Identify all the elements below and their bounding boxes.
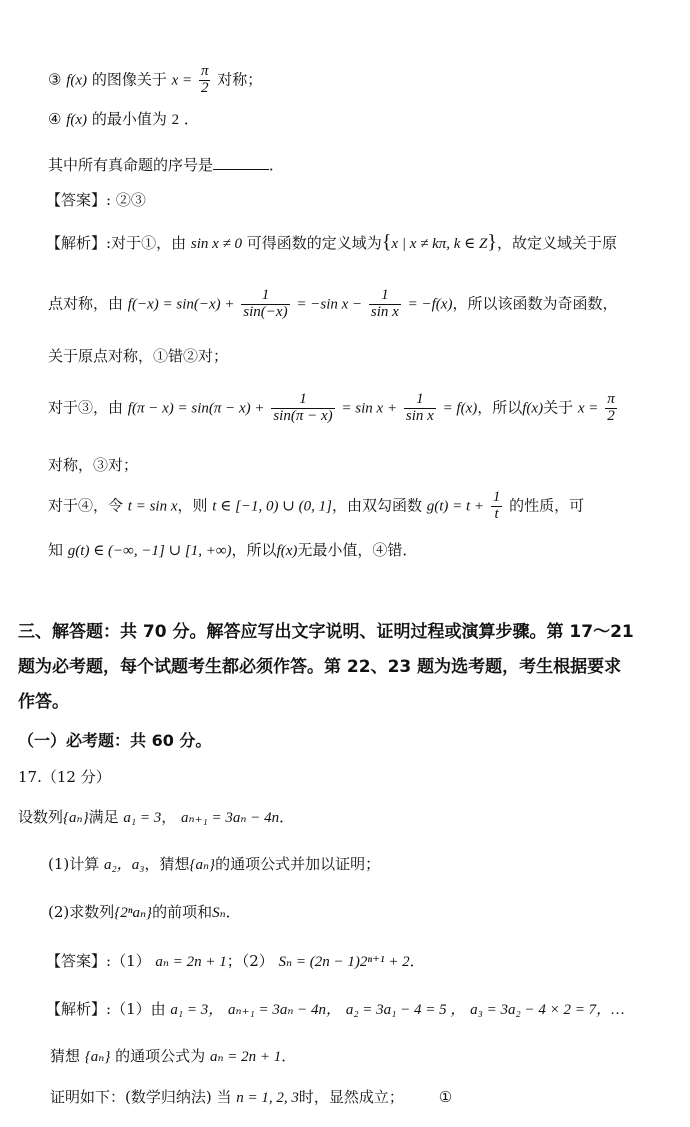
- analysis-text: 关于: [543, 398, 574, 417]
- analysis-label: 【解析】:: [46, 234, 112, 252]
- part-text: (2)求数列: [48, 903, 115, 921]
- q17-number: 17.（12 分）: [18, 768, 111, 786]
- q17-proof: [50, 1090, 452, 1106]
- item-3-end: 对称；: [217, 70, 263, 89]
- part-text: 的通项公式并加以证明；: [215, 855, 381, 873]
- fraction: $\frac{1}{\sin(\pi - x)}$: [273, 391, 333, 424]
- section-3-line-2: 题为必考题，每个试题考生都必须作答。第 22、23 题为选考题，考生根据要求: [18, 657, 622, 677]
- analysis-text: 对于④，令: [48, 496, 124, 515]
- analysis-math: sin x ≠ 0: [190, 236, 243, 252]
- analysis-text: 知: [48, 541, 64, 559]
- guess-math: aₙ = 2n + 1: [209, 1049, 282, 1065]
- proof-text: 证明如下：(数学归纳法) 当: [50, 1088, 232, 1106]
- fraction: $\frac{\pi}{2}$: [607, 391, 615, 424]
- guess-text: 猜想: [50, 1047, 81, 1065]
- part-math: {aₙ}: [189, 857, 216, 873]
- answer-text: （1）: [111, 952, 151, 970]
- analysis-text: 对于①，由: [111, 234, 187, 252]
- analysis-math: = sin x +: [341, 400, 398, 417]
- stem-text: ，: [161, 808, 177, 826]
- stem-math: {aₙ}: [63, 810, 89, 826]
- item-4-number: ④: [48, 110, 62, 128]
- proof-tag: ①: [438, 1088, 453, 1106]
- fraction: $\frac{1}{\text{sin x}}$: [370, 287, 399, 320]
- q17-part-1: [48, 857, 380, 873]
- analysis-text: 点对称，由: [48, 294, 124, 313]
- analysis-math: aₙ₊₁ = 3aₙ − 4n，: [228, 1002, 342, 1018]
- analysis-text: ，由双勾函数: [331, 496, 422, 515]
- item-4-end: ．: [183, 110, 199, 128]
- answer-math: aₙ = 2n + 1: [155, 954, 227, 970]
- analysis-text: 的性质，可: [509, 496, 585, 515]
- part-text: (1)计算: [48, 855, 100, 873]
- analysis-math: f(x): [276, 543, 298, 559]
- analysis-text: 可得函数的定义域为: [246, 234, 382, 252]
- analysis-math: = f(x): [442, 400, 478, 417]
- stem-math: a₁ = 3: [123, 810, 162, 826]
- stem-text: 满足: [88, 808, 119, 826]
- analysis-line-3: [48, 349, 228, 364]
- item-3-x: x =: [171, 72, 193, 89]
- answer-text: ．: [409, 952, 425, 970]
- stem-text: ．: [279, 808, 295, 826]
- item-4-text: 的最小值为: [91, 110, 167, 128]
- analysis-text: 关于原点对称，①错②对；: [48, 347, 229, 365]
- item-4-fx: f(x): [66, 112, 88, 128]
- fraction: $\frac{1}{\sin(-x)}$: [243, 287, 288, 320]
- part-text: 的前项和: [152, 903, 213, 921]
- fraction: $\frac{1}{\text{sin x}}$: [405, 391, 434, 424]
- analysis-text: ，故定义域关于原: [496, 234, 617, 252]
- guess-text: 的通项公式为: [115, 1047, 206, 1065]
- stem-text: 设数列: [18, 808, 64, 826]
- q17-analysis: [46, 1002, 624, 1018]
- analysis-math: f(−x) = sin(−x) +: [127, 296, 235, 313]
- analysis-line-2: [48, 288, 617, 321]
- q17-stem: [18, 810, 294, 826]
- part-math: {2ⁿaₙ}: [114, 905, 153, 921]
- analysis-text: ，则: [177, 496, 208, 515]
- answer-label: 【答案】:: [46, 952, 112, 970]
- analysis-text: 对称，③对；: [48, 456, 139, 474]
- answer-1: [46, 193, 146, 208]
- q17-part-2: [48, 905, 241, 921]
- question-end: ．: [269, 156, 285, 174]
- analysis-text: ，所以: [231, 541, 277, 559]
- analysis-math: x =: [577, 400, 599, 417]
- section-3-line-1: 三、解答题：共 70 分。解答应写出文字说明、证明过程或演算步骤。第 17～21: [18, 622, 634, 642]
- analysis-math: a₁ = 3，: [170, 1002, 224, 1018]
- part-text: ，猜想: [144, 855, 190, 873]
- answer-text: ；（2）: [226, 952, 274, 970]
- part-text: ．: [225, 903, 241, 921]
- item-3-number: ③: [48, 70, 62, 89]
- q17-guess: [50, 1049, 296, 1065]
- fraction: $\frac{1}{t}$: [492, 489, 501, 522]
- analysis-text: （1）由: [111, 1000, 166, 1018]
- analysis-math: g(t) ∈ (−∞, −1] ∪ [1, +∞): [67, 543, 232, 559]
- answer-math: Sₙ = (2n − 1)2ⁿ⁺¹ + 2: [278, 954, 410, 970]
- analysis-text: 无最小值，④错．: [297, 541, 418, 559]
- item-4: [48, 112, 199, 128]
- analysis-math: a₃ = 3a₂ − 4 × 2 = 7，…: [470, 1002, 625, 1018]
- part-math: a₂，a₃: [104, 857, 145, 873]
- domain-set: {x | x ≠ kπ, k ∈ Z}: [381, 231, 497, 253]
- analysis-math: = −f(x): [407, 296, 453, 313]
- item-4-val: 2: [171, 112, 180, 128]
- analysis-label: 【解析】:: [46, 1000, 112, 1018]
- question-text: 其中所有真命题的序号是: [48, 156, 214, 174]
- analysis-text: ，所以: [477, 398, 523, 417]
- analysis-math: t ∈ [−1, 0) ∪ (0, 1]: [212, 498, 332, 515]
- analysis-line-1: [46, 232, 617, 252]
- part-math: Sₙ: [212, 905, 226, 921]
- analysis-math: g(t) = t +: [426, 498, 485, 515]
- q17-answer: [46, 954, 425, 970]
- stem-math: aₙ₊₁ = 3aₙ − 4n: [181, 810, 280, 826]
- analysis-text: 对于③，由: [48, 398, 124, 417]
- proof-text: 时，显然成立；: [298, 1088, 404, 1106]
- item-3: [48, 64, 262, 97]
- question-prompt: [48, 158, 284, 173]
- item-3-text: 的图像关于: [91, 70, 167, 89]
- analysis-line-5: [48, 458, 138, 473]
- analysis-math: f(x): [522, 400, 544, 417]
- guess-text: ．: [281, 1047, 297, 1065]
- answer-value: ②③: [115, 191, 146, 209]
- analysis-math: f(π − x) = sin(π − x) +: [127, 400, 265, 417]
- analysis-math: t = sin x: [127, 498, 178, 515]
- guess-math: {aₙ}: [84, 1049, 111, 1065]
- analysis-line-6: [48, 490, 584, 523]
- analysis-line-7: [48, 543, 417, 559]
- analysis-math: a₂ = 3a₁ − 4 = 5 ，: [345, 1002, 466, 1018]
- analysis-math: = −sin x −: [296, 296, 363, 313]
- item-3-fx: f(x): [66, 72, 88, 89]
- answer-label: 【答案】:: [46, 191, 112, 209]
- section-3-line-3: 作答。: [18, 692, 69, 712]
- section-3-sub: （一）必考题：共 60 分。: [18, 731, 212, 750]
- item-3-frac: $\frac{\pi}{2}$: [200, 63, 209, 96]
- answer-blank: [213, 168, 269, 170]
- proof-math: n = 1, 2, 3: [236, 1090, 299, 1106]
- analysis-line-4: [48, 392, 619, 425]
- analysis-text: ，所以该函数为奇函数，: [452, 294, 618, 313]
